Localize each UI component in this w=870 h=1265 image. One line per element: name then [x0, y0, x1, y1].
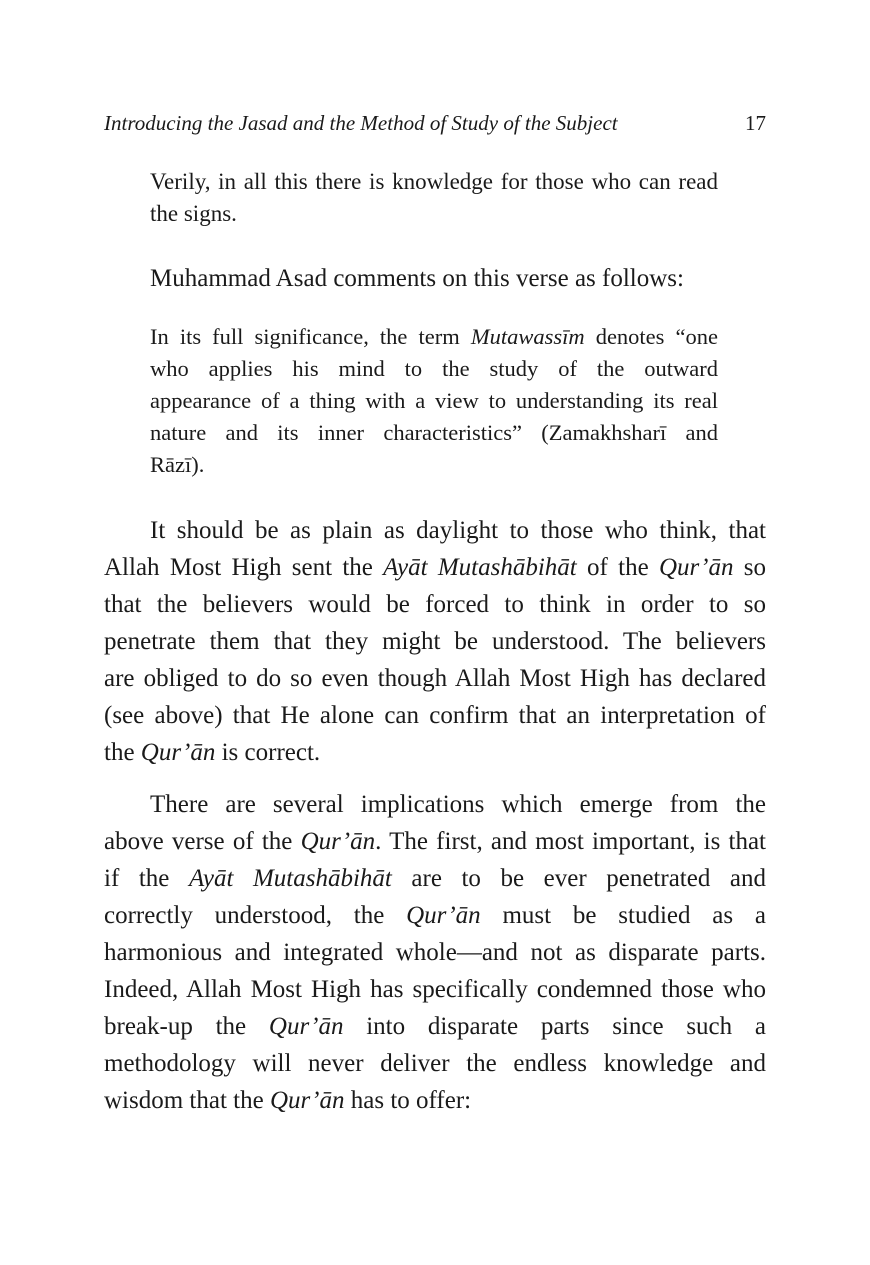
text-span: Allah Most High sent the: [104, 554, 384, 581]
running-head: [104, 108, 766, 138]
running-head-title: Introducing the Jasad and the Method of Study of the Subject: [104, 111, 618, 135]
italic-term: Qur’ān: [300, 828, 376, 855]
text-span: wisdom that the: [104, 1087, 270, 1114]
paragraph-line: Indeed, Allah Most High has specifically condemned those who: [104, 976, 766, 1003]
verse-quote-line: Verily, in all this there is knowledge for those who can read: [150, 169, 718, 194]
italic-term: Qur’ān: [268, 1013, 344, 1040]
text-span: into disparate parts since such a: [343, 1013, 766, 1040]
page-number: 17: [745, 111, 766, 135]
paragraph-line: [104, 1008, 766, 1045]
text-span: is correct.: [215, 739, 321, 766]
paragraph-line: methodology will never deliver the endless knowledge and: [104, 1050, 766, 1077]
text-span: above verse of the: [104, 828, 301, 855]
paragraph-line: (see above) that He alone can confirm that an interpretation of: [104, 702, 766, 729]
text-span: must be studied as a: [480, 902, 766, 929]
text-span: In its full significance, the term: [150, 324, 471, 349]
body-paragraph-1: [104, 512, 766, 771]
paragraph-line: that the believers would be forced to think in order to so: [104, 591, 766, 618]
italic-term: Qur’ān: [269, 1087, 345, 1114]
text-span: has to offer:: [344, 1087, 472, 1114]
verse-quote: [150, 166, 718, 230]
text-span: of the: [576, 554, 659, 581]
text-span: . The first, and most important, is that: [375, 828, 766, 855]
commentary-quote-line: Rāzī).: [150, 452, 205, 477]
commentary-quote-line: appearance of a thing with a view to understanding its real: [150, 388, 718, 413]
verse-quote-line: the signs.: [150, 201, 237, 226]
commentary-quote-line: nature and its inner characteristics” (Zamakhsharī and: [150, 420, 718, 445]
text-span: break-up the: [104, 1013, 269, 1040]
text-span: so: [733, 554, 767, 581]
asad-commentary-quote: [150, 321, 718, 481]
text-span: correctly understood, the: [104, 902, 407, 929]
italic-term: Ayāt Mutashābihāt: [188, 865, 392, 892]
commentary-intro: Muhammad Asad comments on this verse as follows:: [150, 265, 684, 292]
italic-term: Ayāt Mutashābihāt: [383, 554, 577, 581]
paragraph-line: [104, 860, 766, 897]
text-span: the: [104, 739, 141, 766]
paragraph-line: It should be as plain as daylight to those who think, that: [150, 517, 766, 544]
paragraph-line: There are several implications which emerge from the: [150, 791, 766, 818]
paragraph-line: [104, 549, 766, 586]
paragraph-line: [104, 823, 766, 860]
paragraph-line: harmonious and integrated whole—and not as disparate parts.: [104, 939, 766, 966]
text-span: are to be ever penetrated and: [391, 865, 766, 892]
italic-term: Qur’ān: [406, 902, 481, 929]
paragraph-line: are obliged to do so even though Allah Most High has declared: [104, 665, 766, 692]
text-span: if the: [104, 865, 189, 892]
italic-term: Mutawassīm: [470, 324, 585, 349]
commentary-quote-line: who applies his mind to the study of the outward: [150, 356, 718, 381]
text-span: denotes “one: [584, 324, 718, 349]
commentary-quote-line: [150, 321, 718, 353]
body-paragraph-2: [104, 786, 766, 1119]
paragraph-line: penetrate them that they might be understood. The believers: [104, 628, 766, 655]
paragraph-line: [104, 734, 766, 771]
italic-term: Qur’ān: [658, 554, 734, 581]
paragraph-line: [104, 1082, 766, 1119]
paragraph-line: [104, 897, 766, 934]
italic-term: Qur’ān: [140, 739, 216, 766]
